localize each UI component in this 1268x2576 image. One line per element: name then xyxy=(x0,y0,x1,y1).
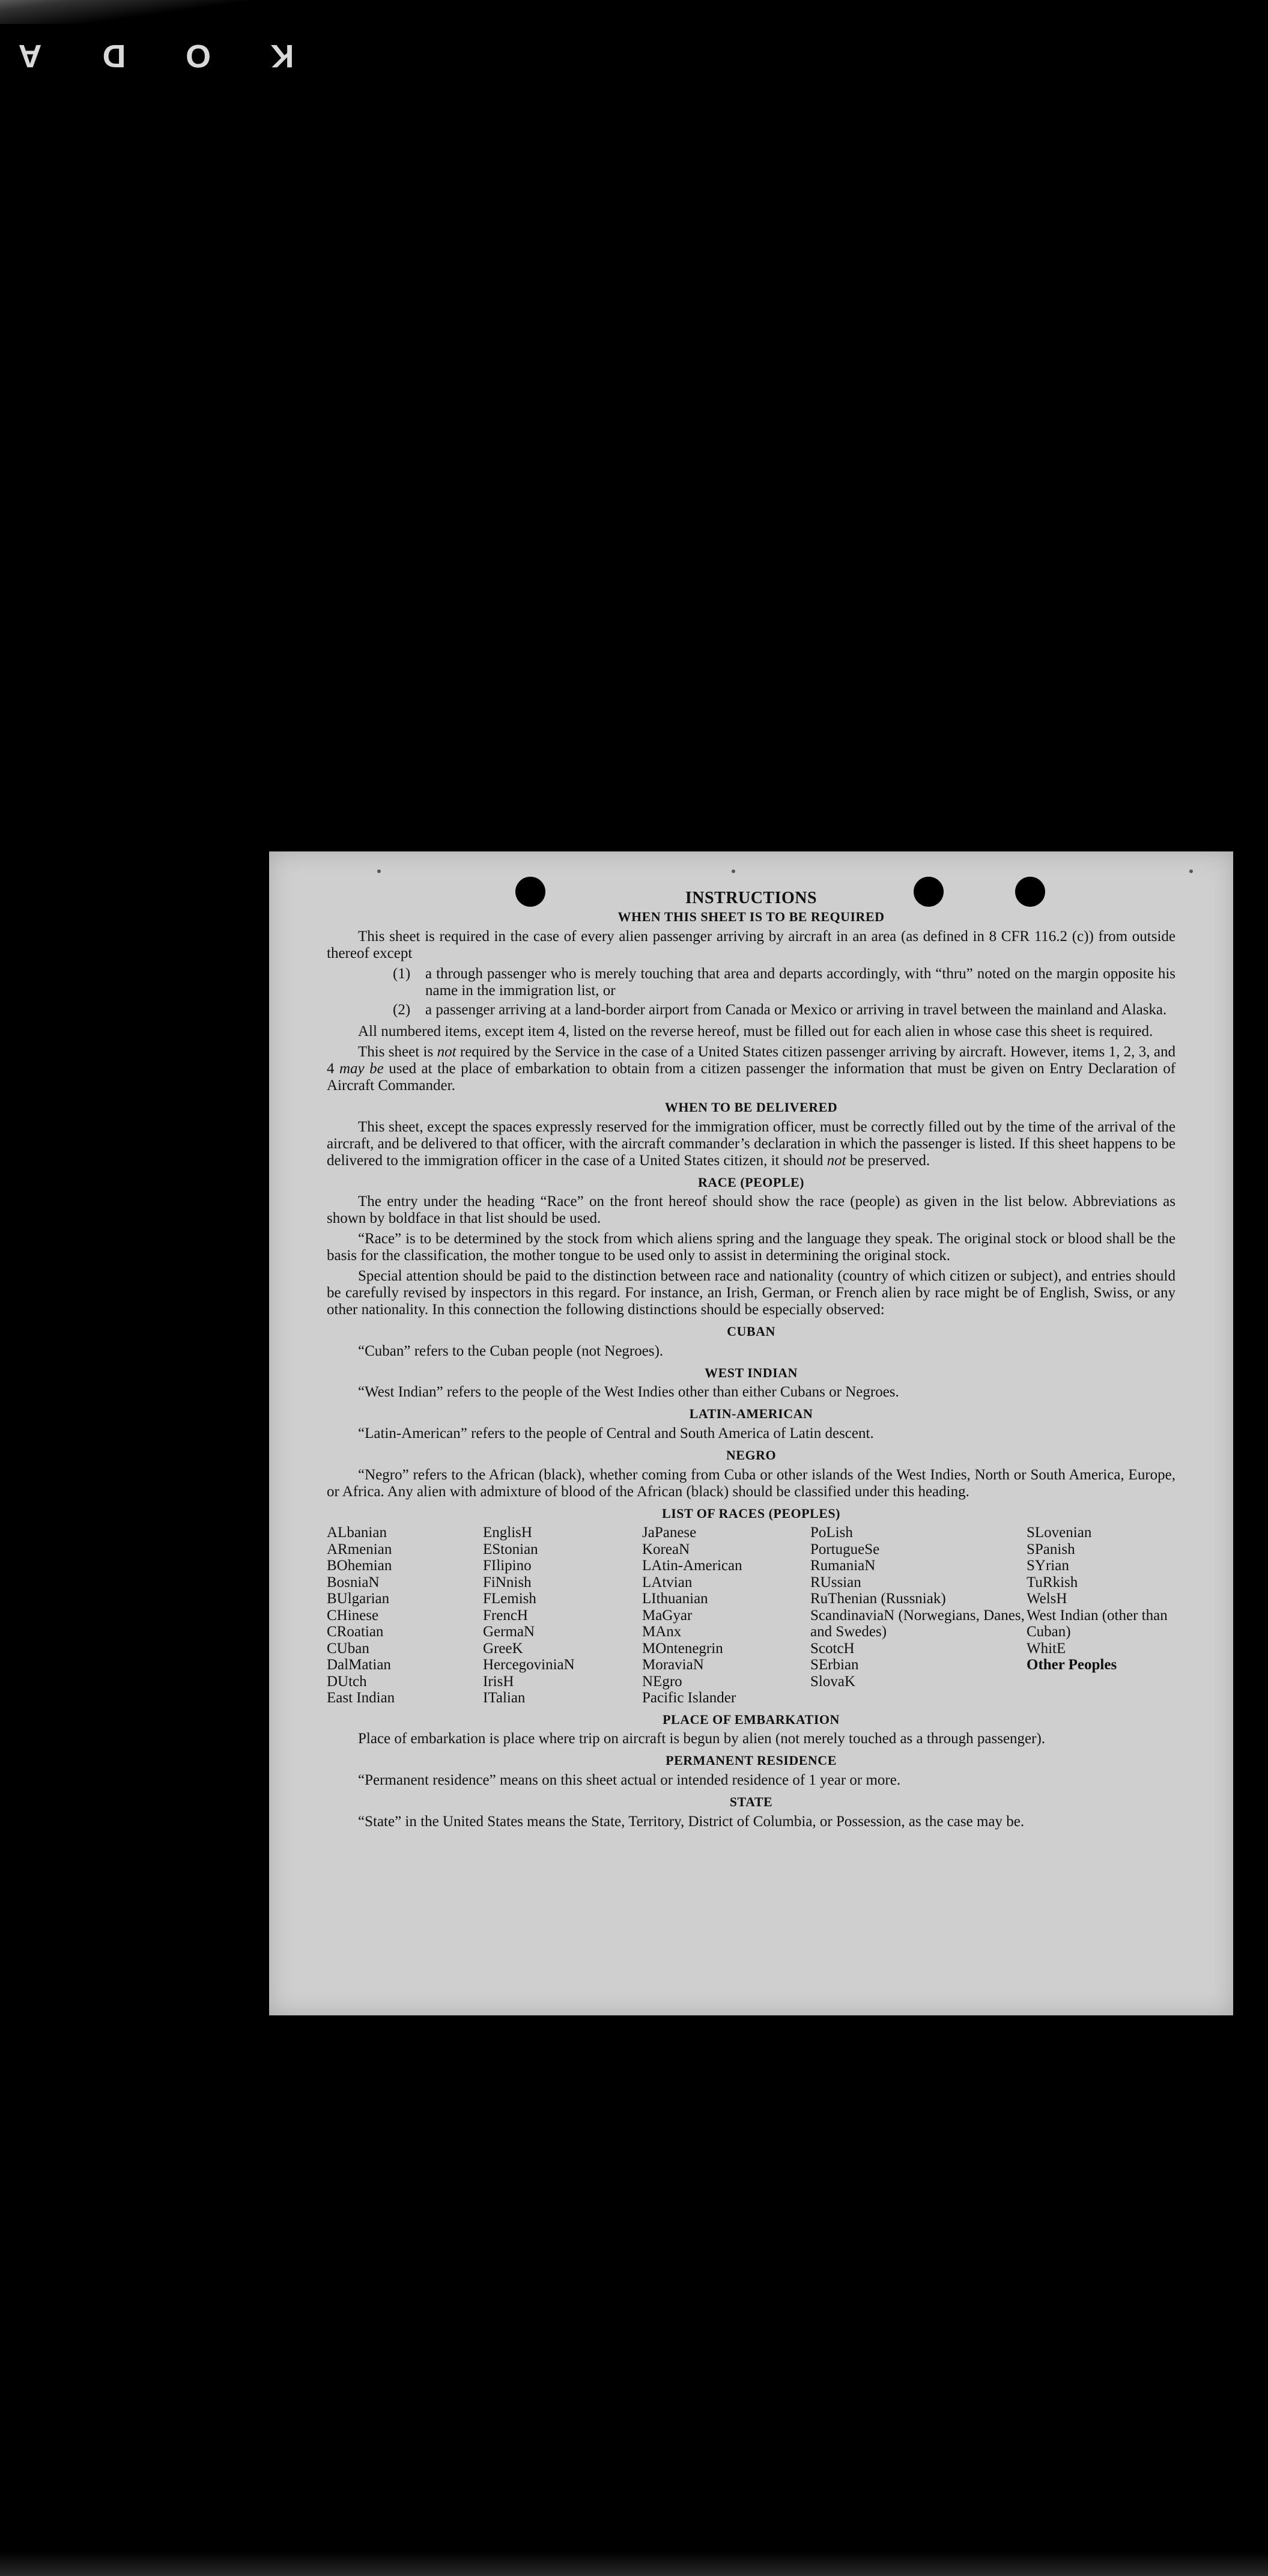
numbered-items-paragraph: All numbered items, except item 4, listed on the reverse hereof, must be filled out for each alien in whose case this sheet is required. xyxy=(358,1023,1153,1040)
speck xyxy=(732,869,735,873)
film-edge xyxy=(0,0,1268,72)
section-heading-race: RACE (PEOPLE) xyxy=(698,1174,804,1190)
race-entry: SPanish xyxy=(1027,1541,1075,1557)
race-entry: ITalian xyxy=(483,1690,526,1707)
race-entry: CUban xyxy=(327,1640,369,1657)
race-entry: BosniaN xyxy=(327,1574,380,1591)
section-heading-embarkation: PLACE OF EMBARKATION xyxy=(663,1711,840,1727)
exception-number: (2) xyxy=(393,1001,411,1018)
races-column-1 xyxy=(327,1524,483,1707)
cuban-paragraph: “Cuban” refers to the Cuban people (not Negroes). xyxy=(358,1342,664,1359)
text-run: This sheet is xyxy=(358,1043,437,1060)
races-column-2 xyxy=(483,1524,642,1707)
exception-list xyxy=(393,966,1175,1019)
text-run: required by the Service in the case of a United States citizen passenger arriving by aircraft. However, items 1, 2, 3, and 4 xyxy=(327,1043,1175,1077)
edge-letter: A xyxy=(18,38,42,74)
race-entry: RUssian xyxy=(810,1574,861,1591)
race-paragraph-1: The entry under the heading “Race” on the front hereof should show the race (people) as given in the list below. Abbreviations as shown by boldface in that list should be used. xyxy=(327,1193,1175,1227)
race-entry: MoraviaN xyxy=(642,1657,704,1673)
embarkation-paragraph: Place of embarkation is place where trip on aircraft is begun by alien (not merely touched as a through passenger). xyxy=(358,1731,1046,1747)
text-run: This sheet, except the spaces expressly reserved for the immigration officer, must be correctly filled out by the time of the arrival of the aircraft, and be delivered to that officer, with the aircraft commander’s declaration in which the passenger is listed. If this sheet happens to be delivered to the immigration officer in the case of a United States citizen, it should xyxy=(327,1118,1175,1169)
state-paragraph: “State” in the United States means the State, Territory, District of Columbia, or Possession, as the case may be. xyxy=(358,1813,1025,1830)
emphasis: may be xyxy=(339,1060,384,1077)
west-indian-paragraph: “West Indian” refers to the people of the West Indies other than either Cubans or Negroes. xyxy=(358,1384,899,1401)
section-heading-required: WHEN THIS SHEET IS TO BE REQUIRED xyxy=(617,909,885,925)
race-entry: ARmenian xyxy=(327,1541,392,1557)
section-heading-latin-american: LATIN-AMERICAN xyxy=(689,1406,813,1422)
edge-letter: K xyxy=(270,38,294,74)
speck xyxy=(1189,869,1193,873)
race-entry: JaPanese xyxy=(642,1524,697,1541)
negro-paragraph: “Negro” refers to the African (black), whether coming from Cuba or other islands of the West Indies, North or South America, Europe, or Africa. Any alien with admixture of blood of the African (black) should be classified under this heading. xyxy=(327,1466,1175,1500)
race-entry: SYrian xyxy=(1027,1557,1069,1574)
race-entry: IrisH xyxy=(483,1673,514,1690)
section-heading-permanent-residence: PERMANENT RESIDENCE xyxy=(666,1753,837,1768)
race-entry: NEgro xyxy=(642,1673,682,1690)
race-entry: RuThenian (Russniak) xyxy=(810,1591,946,1607)
race-entry: DalMatian xyxy=(327,1657,391,1673)
text-run: used at the place of embarkation to obtain from a citizen passenger the information that must be given on Entry Declaration of Aircraft Commander. xyxy=(327,1060,1176,1094)
race-entry: GreeK xyxy=(483,1640,523,1657)
race-entry: MOntenegrin xyxy=(642,1640,723,1657)
race-entry: EnglisH xyxy=(483,1524,532,1541)
race-entry-other-peoples: Other Peoples xyxy=(1027,1657,1117,1673)
races-column-3 xyxy=(642,1524,810,1707)
races-column-5 xyxy=(1027,1524,1175,1707)
race-entry: PortugueSe xyxy=(810,1541,880,1557)
exception-number: (1) xyxy=(393,965,411,982)
film-edge-line xyxy=(0,0,1268,24)
delivered-paragraph xyxy=(327,1119,1175,1169)
punch-hole xyxy=(1015,877,1045,907)
film-bottom-edge xyxy=(0,2552,1268,2576)
race-entry: BUlgarian xyxy=(327,1591,390,1607)
race-entry: EStonian xyxy=(483,1541,538,1557)
race-entry: SLovenian xyxy=(1027,1524,1092,1541)
section-heading-cuban: CUBAN xyxy=(727,1324,775,1339)
race-entry: WhitE xyxy=(1027,1640,1066,1657)
race-entry: HercegoviniaN xyxy=(483,1657,575,1673)
race-entry: SErbian xyxy=(810,1657,859,1673)
race-entry: East Indian xyxy=(327,1690,395,1707)
exception-text: a through passenger who is merely touching that area and departs accordingly, with “thru” noted on the margin opposite his name in the immigration list, or xyxy=(425,965,1175,999)
race-entry: FLemish xyxy=(483,1591,536,1607)
race-entry: SlovaK xyxy=(810,1673,855,1690)
required-intro: This sheet is required in the case of every alien passenger arriving by aircraft in an area (as defined in 8 CFR 116.2 (c)) from outside thereof except xyxy=(327,928,1175,961)
race-entry: LIthuanian xyxy=(642,1591,708,1607)
race-entry: ScotcH xyxy=(810,1640,855,1657)
section-heading-state: STATE xyxy=(729,1794,773,1810)
race-paragraph-2: “Race” is to be determined by the stock from which aliens spring and the language they speak. The original stock or blood shall be the basis for the classification, the mother tongue to be used only to assist in determining the original stock. xyxy=(327,1231,1175,1264)
speck xyxy=(377,869,381,873)
race-entry: MAnx xyxy=(642,1624,682,1640)
race-entry: LAtin-American xyxy=(642,1557,742,1574)
page-title: INSTRUCTIONS xyxy=(685,889,818,907)
race-entry: ScandinaviaN (Norwegians, Danes, and Swedes) xyxy=(810,1607,1025,1640)
race-entry: FrencH xyxy=(483,1607,528,1624)
text-run: be preserved. xyxy=(846,1152,930,1169)
section-heading-negro: NEGRO xyxy=(726,1448,777,1463)
emphasis: not xyxy=(437,1043,457,1060)
section-heading-list-of-races: LIST OF RACES (PEOPLES) xyxy=(662,1505,840,1521)
race-entry: West Indian (other than Cuban) xyxy=(1027,1607,1168,1640)
race-entry: BOhemian xyxy=(327,1557,392,1574)
section-heading-west-indian: WEST INDIAN xyxy=(705,1365,798,1380)
race-entry: TuRkish xyxy=(1027,1574,1078,1591)
race-entry: LAtvian xyxy=(642,1574,693,1591)
race-paragraph-3: Special attention should be paid to the distinction between race and nationality (country of which citizen or subject), and entries should be carefully revised by inspectors in this regard. For instance, an Irish, German, or French alien by race might be of English, Swiss, or any other nationality. In this connection the following distinctions should be especially observed: xyxy=(327,1268,1175,1318)
section-heading-delivered: WHEN TO BE DELIVERED xyxy=(664,1099,838,1115)
punch-hole xyxy=(914,877,944,907)
race-entry: RumaniaN xyxy=(810,1557,876,1574)
exception-item xyxy=(393,1002,1175,1019)
latin-american-paragraph: “Latin-American” refers to the people of Central and South America of Latin descent. xyxy=(358,1425,874,1442)
race-entry: Pacific Islander xyxy=(642,1690,736,1707)
residence-paragraph: “Permanent residence” means on this sheet actual or intended residence of 1 year or more. xyxy=(358,1772,901,1789)
race-entry: ALbanian xyxy=(327,1524,387,1541)
race-entry: GermaN xyxy=(483,1624,535,1640)
exception-text: a passenger arriving at a land-border airport from Canada or Mexico or arriving in travel between the mainland and Alaska. xyxy=(425,1001,1167,1018)
edge-letter: D xyxy=(102,38,126,74)
citizen-paragraph xyxy=(327,1044,1175,1094)
race-entry: CRoatian xyxy=(327,1624,384,1640)
race-entry: FiNnish xyxy=(483,1574,532,1591)
race-entry: MaGyar xyxy=(642,1607,693,1624)
edge-letter: O xyxy=(186,38,211,74)
races-table xyxy=(327,1524,1175,1707)
punch-hole xyxy=(515,877,545,907)
race-entry: KoreaN xyxy=(642,1541,690,1557)
instruction-sheet xyxy=(269,851,1233,2015)
race-entry: DUtch xyxy=(327,1673,367,1690)
film-edge-lettering xyxy=(0,35,312,77)
exception-item xyxy=(393,966,1175,999)
emphasis: not xyxy=(827,1152,846,1169)
race-entry: CHinese xyxy=(327,1607,379,1624)
race-entry: PoLish xyxy=(810,1524,853,1541)
race-entry: FIlipino xyxy=(483,1557,532,1574)
race-entry: WelsH xyxy=(1027,1591,1067,1607)
races-column-4 xyxy=(810,1524,1027,1707)
